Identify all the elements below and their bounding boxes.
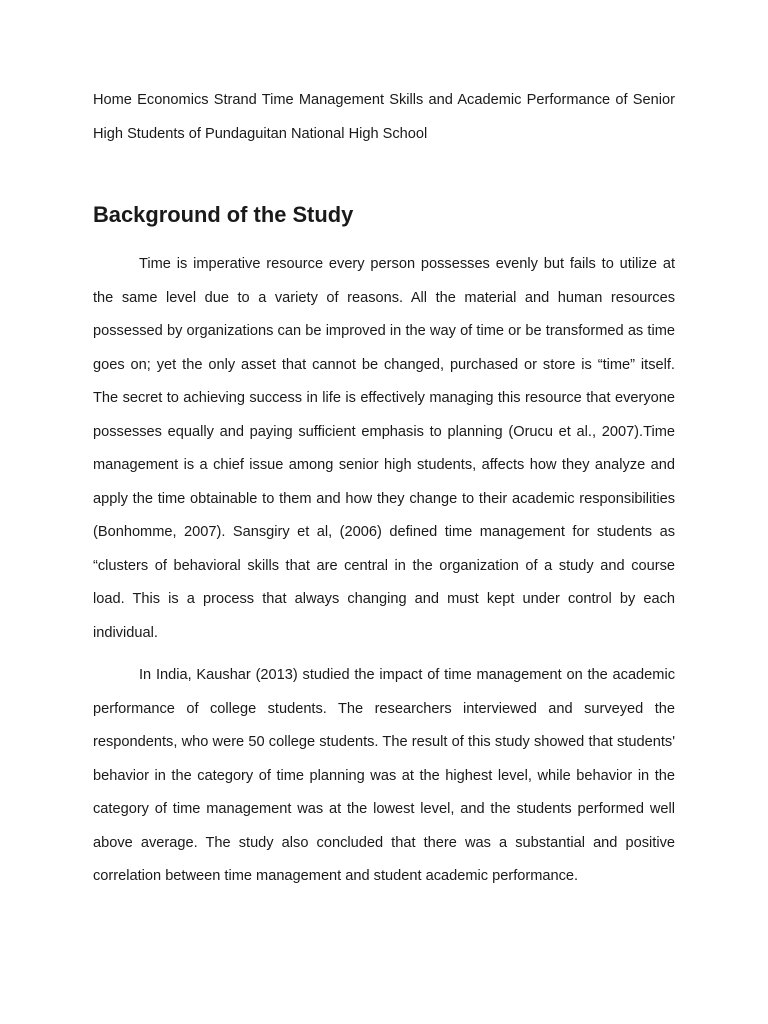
document-body — [93, 248, 675, 894]
document-page — [93, 84, 675, 884]
section-heading: Background of the Study — [93, 202, 354, 227]
paragraph-2: In India, Kaushar (2013) studied the impact of time management on the academic performance of college students. The researchers interviewed and surveyed the respondents, who were 50 college students. The result of this study showed that students' behavior in the category of time planning was at the highest level, while behavior in the category of time management was at the lowest level, and the students performed well above average. The study also concluded that there was a substantial and positive correlation between time management and student academic performance. — [93, 667, 675, 884]
paragraph-1: Time is imperative resource every person possesses evenly but fails to utilize at the same level due to a variety of reasons. All the material and human resources possessed by organizations can be improved in the way of time or be transformed as time goes on; yet the only asset that cannot be changed, purchased or store is “time” itself. The secret to achieving success in life is effectively managing this resource that everyone possesses equally and paying sufficient emphasis to planning (Orucu et al., 2007).Time management is a chief issue among senior high students, affects how they analyze and apply the time obtainable to them and how they change to their academic responsibilities (Bonhomme, 2007). Sansgiry et al, (2006) defined time management for students as “clusters of behavioral skills that are central in the organization of a study and course load. This is a process that always changing and must kept under control by each individual. — [93, 256, 675, 641]
document-title: Home Economics Strand Time Management Skills and Academic Performance of Senior High Students of Pundaguitan National High School — [93, 92, 675, 142]
